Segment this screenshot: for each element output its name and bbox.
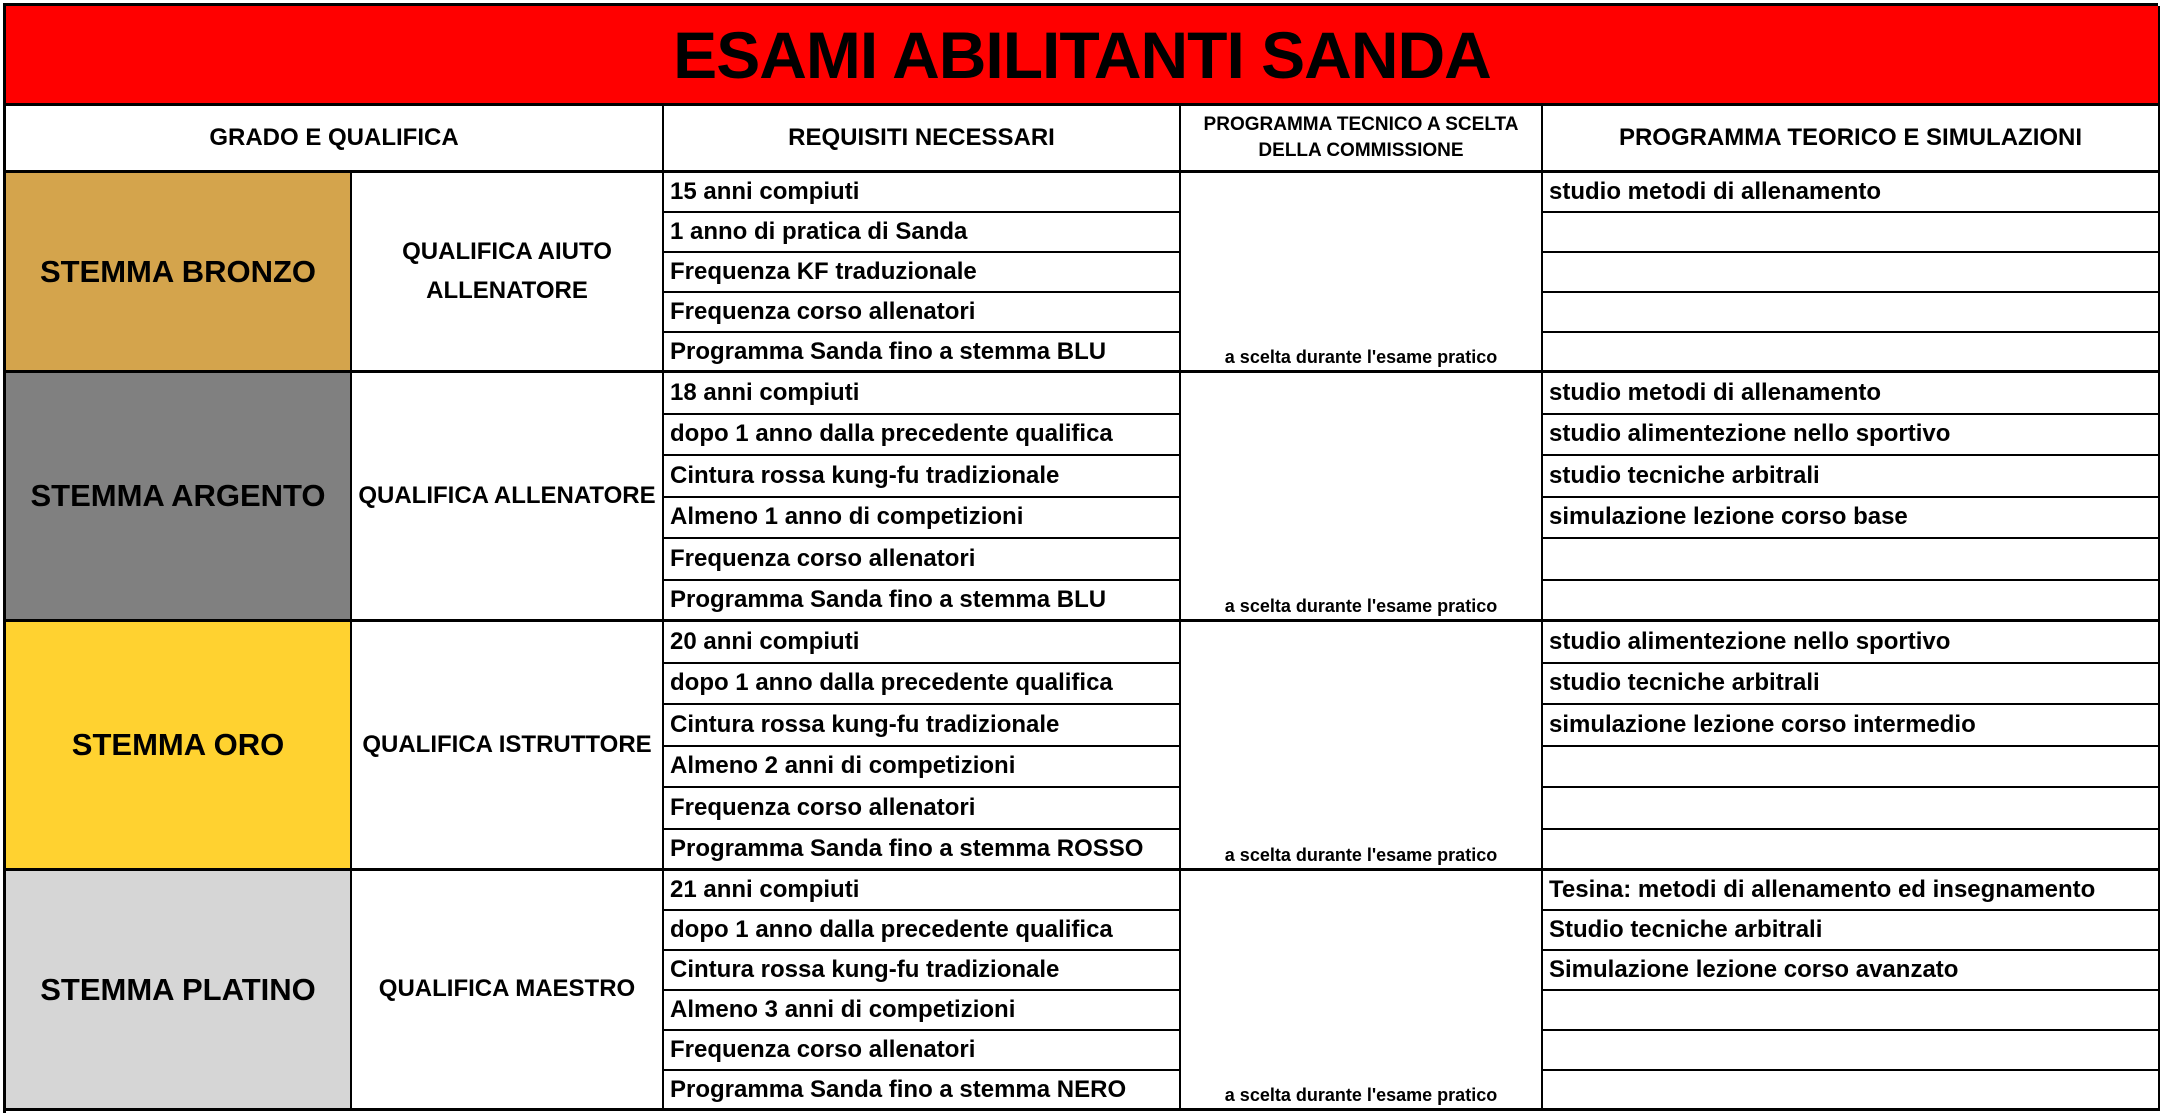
requisito-cell: Frequenza corso allenatori [664, 1031, 1181, 1071]
requisito-cell: dopo 1 anno dalla precedente qualifica [664, 664, 1181, 706]
teorico-cell: Studio tecniche arbitrali [1543, 911, 2160, 951]
requisito-cell: Frequenza KF traduzionale [664, 253, 1181, 293]
requisito-cell: Almeno 1 anno di competizioni [664, 498, 1181, 540]
teorico-cell [1543, 539, 2160, 581]
qualifica-istruttore: QUALIFICA ISTRUTTORE [352, 622, 664, 871]
table-title: ESAMI ABILITANTI SANDA [6, 6, 2160, 106]
qualifica-maestro: QUALIFICA MAESTRO [352, 871, 664, 1111]
teorico-cell: Tesina: metodi di allenamento ed insegnamento [1543, 871, 2160, 911]
header-requisiti: REQUISITI NECESSARI [664, 106, 1181, 173]
programma-tecnico-bronzo: a scelta durante l'esame pratico [1181, 173, 1543, 373]
teorico-cell: studio alimentezione nello sportivo [1543, 415, 2160, 457]
requisito-cell: Cintura rossa kung-fu tradizionale [664, 951, 1181, 991]
requisito-cell: 15 anni compiuti [664, 173, 1181, 213]
requisito-cell: Cintura rossa kung-fu tradizionale [664, 705, 1181, 747]
requisito-cell: 1 anno di pratica di Sanda [664, 213, 1181, 253]
qualifica-allenatore: QUALIFICA ALLENATORE [352, 373, 664, 622]
exam-table [3, 3, 2158, 1113]
grade-oro: STEMMA ORO [6, 622, 352, 871]
requisito-cell: Frequenza corso allenatori [664, 788, 1181, 830]
teorico-cell: studio tecniche arbitrali [1543, 456, 2160, 498]
teorico-cell: studio metodi di allenamento [1543, 173, 2160, 213]
teorico-cell: Simulazione lezione corso avanzato [1543, 951, 2160, 991]
teorico-cell [1543, 991, 2160, 1031]
teorico-cell [1543, 1071, 2160, 1111]
grade-platino: STEMMA PLATINO [6, 871, 352, 1111]
requisito-cell: Cintura rossa kung-fu tradizionale [664, 456, 1181, 498]
requisito-cell: dopo 1 anno dalla precedente qualifica [664, 415, 1181, 457]
requisito-cell: 21 anni compiuti [664, 871, 1181, 911]
teorico-cell [1543, 213, 2160, 253]
teorico-cell: simulazione lezione corso base [1543, 498, 2160, 540]
requisito-cell: Programma Sanda fino a stemma BLU [664, 581, 1181, 623]
requisito-cell: Programma Sanda fino a stemma NERO [664, 1071, 1181, 1111]
teorico-cell [1543, 581, 2160, 623]
programma-tecnico-argento: a scelta durante l'esame pratico [1181, 373, 1543, 622]
header-programma-tecnico: PROGRAMMA TECNICO A SCELTA DELLA COMMISSIONE [1181, 106, 1543, 173]
teorico-cell [1543, 1031, 2160, 1071]
header-grado-qualifica: GRADO E QUALIFICA [6, 106, 664, 173]
requisito-cell: Programma Sanda fino a stemma ROSSO [664, 830, 1181, 872]
teorico-cell [1543, 333, 2160, 373]
header-programma-teorico: PROGRAMMA TEORICO E SIMULAZIONI [1543, 106, 2160, 173]
programma-tecnico-platino: a scelta durante l'esame pratico [1181, 871, 1543, 1111]
teorico-cell: studio metodi di allenamento [1543, 373, 2160, 415]
requisito-cell: Almeno 3 anni di competizioni [664, 991, 1181, 1031]
qualifica-aiuto-allenatore: QUALIFICA AIUTO ALLENATORE [352, 173, 664, 373]
requisito-cell: Almeno 2 anni di competizioni [664, 747, 1181, 789]
teorico-cell [1543, 293, 2160, 333]
requisito-cell: 18 anni compiuti [664, 373, 1181, 415]
requisito-cell: Frequenza corso allenatori [664, 539, 1181, 581]
teorico-cell [1543, 830, 2160, 872]
teorico-cell [1543, 253, 2160, 293]
teorico-cell [1543, 788, 2160, 830]
requisito-cell: 20 anni compiuti [664, 622, 1181, 664]
requisito-cell: Programma Sanda fino a stemma BLU [664, 333, 1181, 373]
programma-tecnico-oro: a scelta durante l'esame pratico [1181, 622, 1543, 871]
grade-bronzo: STEMMA BRONZO [6, 173, 352, 373]
teorico-cell: simulazione lezione corso intermedio [1543, 705, 2160, 747]
grade-argento: STEMMA ARGENTO [6, 373, 352, 622]
teorico-cell: studio tecniche arbitrali [1543, 664, 2160, 706]
requisito-cell: dopo 1 anno dalla precedente qualifica [664, 911, 1181, 951]
teorico-cell [1543, 747, 2160, 789]
teorico-cell: studio alimentezione nello sportivo [1543, 622, 2160, 664]
requisito-cell: Frequenza corso allenatori [664, 293, 1181, 333]
